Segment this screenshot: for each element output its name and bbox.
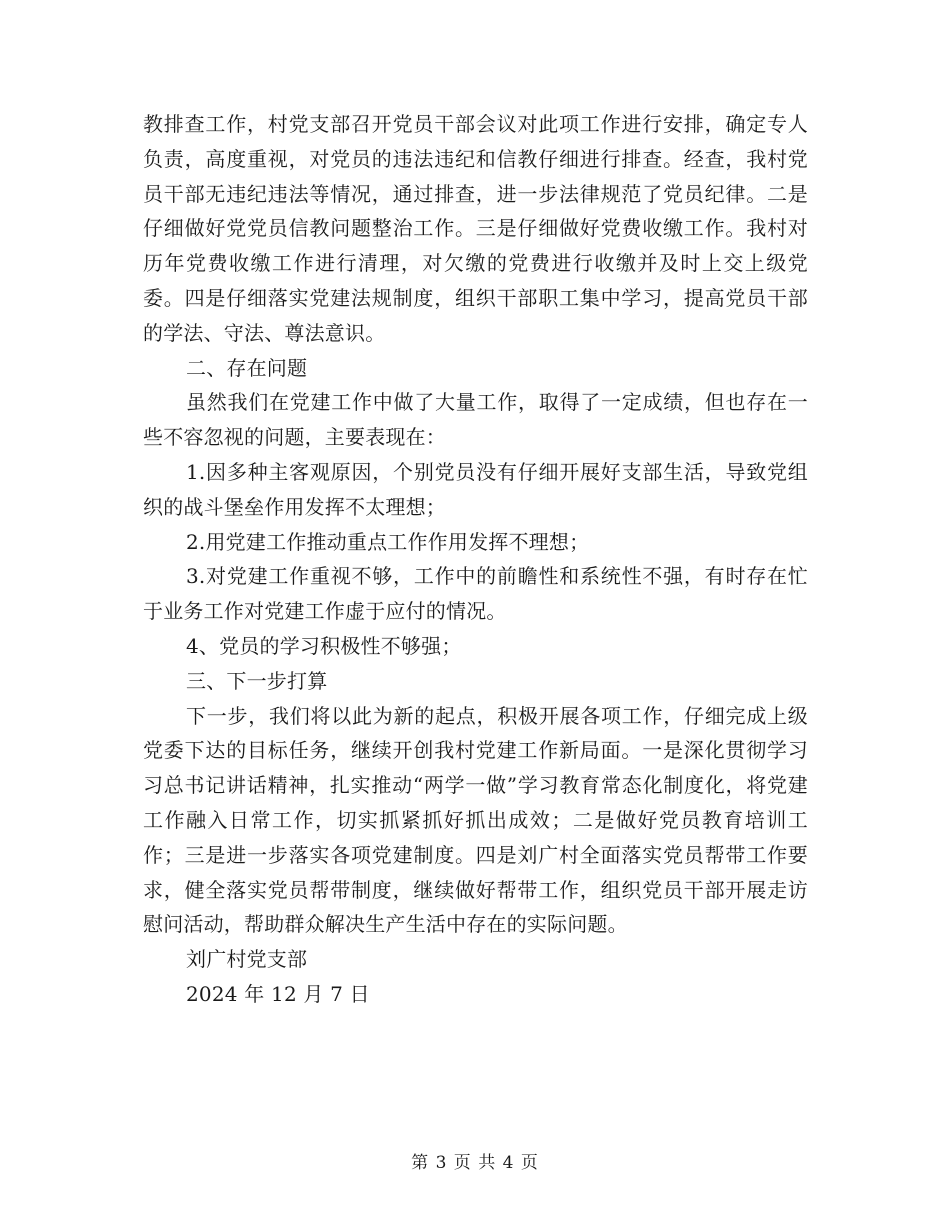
problem-item-1: 1.因多种主客观原因，个别党员没有仔细开展好支部生活，导致党组织的战斗堡垒作用发挥不太理想； [143, 459, 808, 519]
section-heading-problems: 二、存在问题 [186, 355, 308, 380]
page-number-footer: 第 3 页 共 4 页 [411, 1153, 539, 1173]
signoff-organization: 刘广村党支部 [186, 947, 308, 972]
document-body [143, 107, 808, 1012]
paragraph-problems-intro: 虽然我们在党建工作中做了大量工作，取得了一定成绩，但也存在一些不容忽视的问题，主要表现在： [143, 390, 808, 450]
problem-item-3: 3.对党建工作重视不够，工作中的前瞻性和系统性不强，有时存在忙于业务工作对党建工作虚于应付的情况。 [143, 564, 808, 624]
paragraph-next-steps: 下一步，我们将以此为新的起点，积极开展各项工作，仔细完成上级党委下达的目标任务，继续开创我村党建工作新局面。一是深化贯彻学习习总书记讲话精神，扎实推动“两学一做”学习教育常态化制度化，将党建工作融入日常工作，切实抓紧抓好抓出成效；二是做好党员教育培训工作；三是进一步落实各项党建制度。四是刘广村全面落实党员帮带工作要求，健全落实党员帮带制度，继续做好帮带工作，组织党员干部开展走访慰问活动，帮助群众解决生产生活中存在的实际问题。 [143, 703, 808, 937]
signoff-date: 2024 年 12 月 7 日 [186, 981, 370, 1006]
problem-item-2: 2.用党建工作推动重点工作作用发挥不理想； [186, 529, 590, 554]
paragraph-investigation: 教排查工作，村党支部召开党员干部会议对此项工作进行安排，确定专人负责，高度重视，对党员的违法违纪和信教仔细进行排查。经查，我村党员干部无违纪违法等情况，通过排查，进一步法律规范了党员纪律。二是仔细做好党党员信教问题整治工作。三是仔细做好党费收缴工作。我村对历年党费收缴工作进行清理，对欠缴的党费进行收缴并及时上交上级党委。四是仔细落实党建法规制度，组织干部职工集中学习，提高党员干部的学法、守法、尊法意识。 [143, 112, 808, 345]
problem-item-4: 4、党员的学习积极性不够强； [186, 633, 462, 658]
section-heading-next-steps: 三、下一步打算 [186, 668, 328, 693]
